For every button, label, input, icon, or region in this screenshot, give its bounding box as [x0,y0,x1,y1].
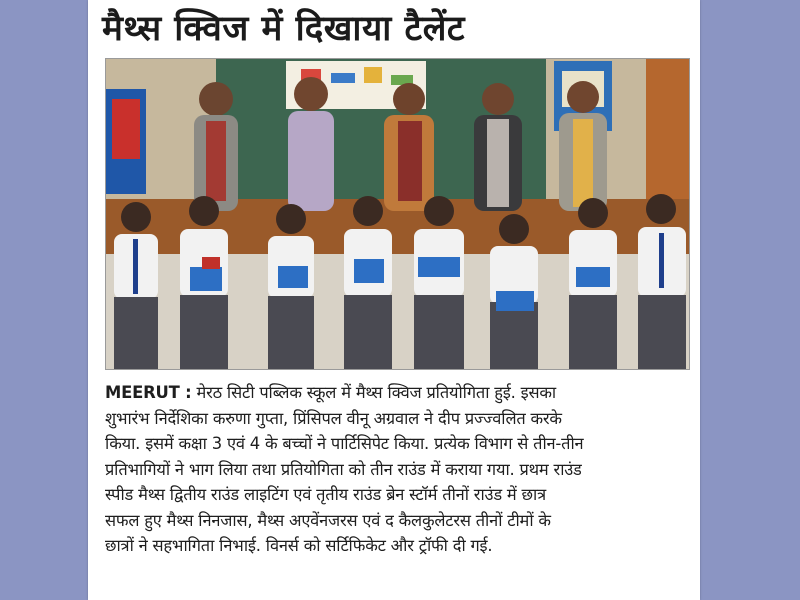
article-line-7: छात्रों ने सहभागिता निभाई. विनर्स को सर्टिफिकेट और ट्रॉफी दी गई. [105,536,493,555]
article-line-5: स्पीड मैथ्स द्वितीय राउंड लाइटिंग एवं तृतीय राउंड ब्रेन स्टॉर्म तीनों राउंड में छात्र [105,485,546,504]
article-line-3: किया. इसमें कक्षा 3 एवं 4 के बच्चों ने पार्टिसिपेट किया. प्रत्येक विभाग से तीन-तीन [105,434,584,453]
article-line-1 [105,380,691,406]
article-line-2: शुभारंभ निर्देशिका करुणा गुप्ता, प्रिंसिपल वीनू अग्रवाल ने दीप प्रज्ज्वलित करके [105,408,562,428]
dateline: MEERUT : [105,383,192,402]
article-line-1-text: मेरठ सिटी पब्लिक स्कूल में मैथ्स क्विज प्रतियोगिता हुई. इसका [191,383,556,402]
newspaper-clipping [88,0,700,600]
article-line-4: प्रतिभागियों ने भाग लिया तथा प्रतियोगिता को तीन राउंड में कराया गया. प्रथम राउंड [105,459,582,479]
group-photo-image [105,58,690,370]
group-photo-illustration [106,59,689,369]
article-body [105,380,691,559]
headline: मैथ्स क्विज में दिखाया टैलेंट [102,9,466,49]
article-line-6: सफल हुए मैथ्स निनजास, मैथ्स अएवेंनजरस एवं द कैलकुलेटरस तीनों टीमों के [105,510,551,530]
